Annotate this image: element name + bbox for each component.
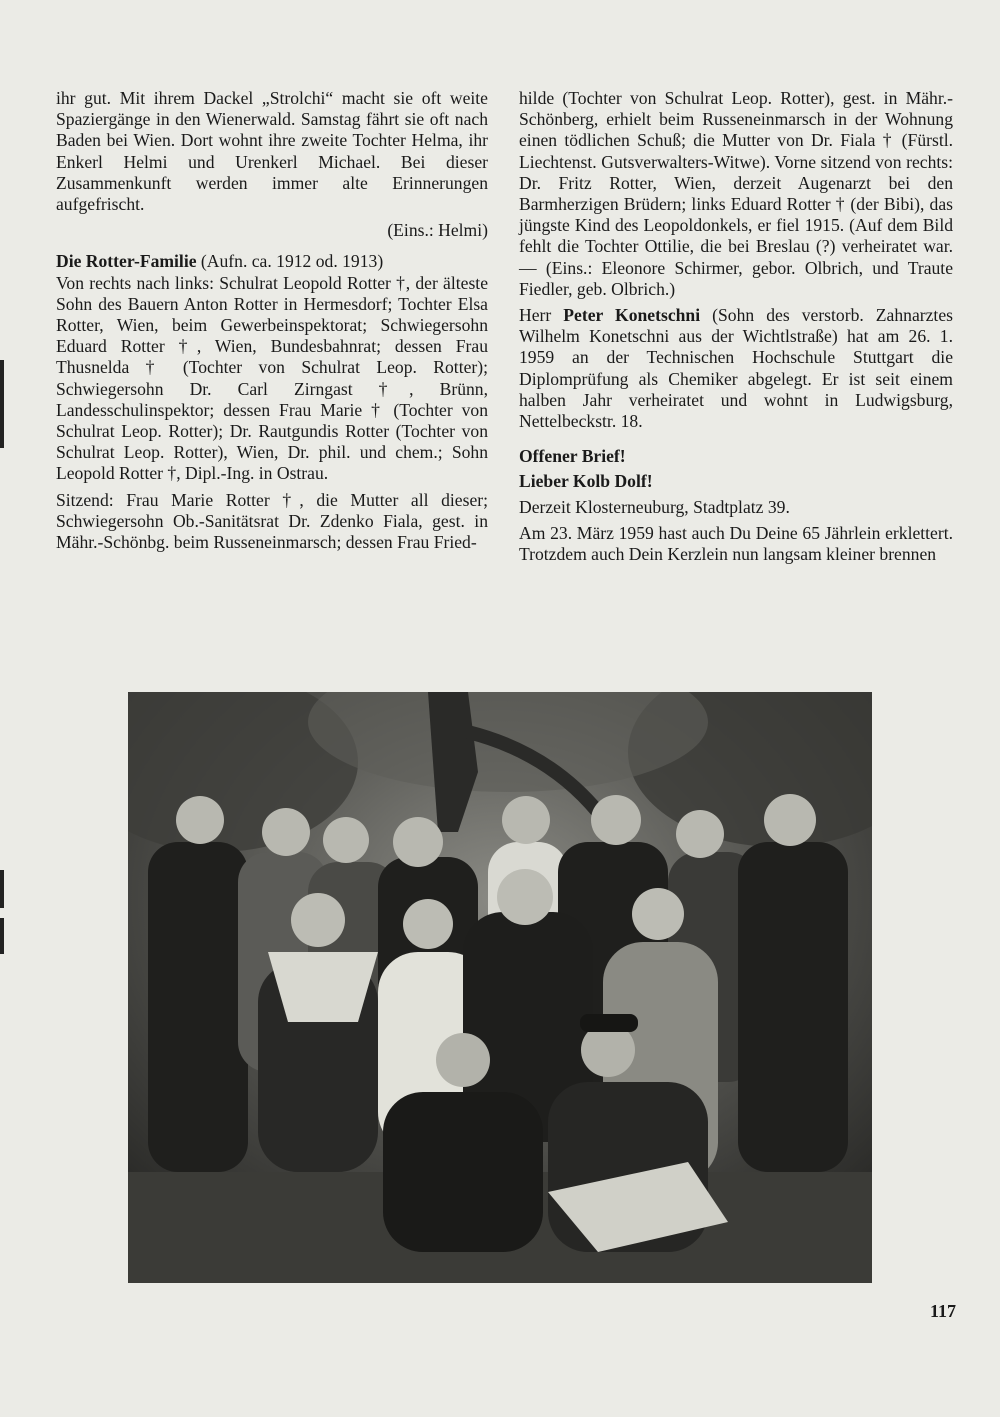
paragraph-family-continued: hilde (Tochter von Schulrat Leop. Rotter), gest. in Mähr.-Schönberg, erhielt beim Russeneinmarsch in der Wohnung einen tödlichen Schuß; die Mutter von Dr. Fiala † (Fürstl. Liechtenst. Gutsverwalters-Witwe). Vorne sitzend von rechts: Dr. Fritz Rotter, Wien, derzeit Augenarzt bei den Barmherzigen Brüdern; links Eduard Rotter † (der Bibi), das jüngste Kind des Leopoldonkels, er fiel 1915. (Auf dem Bild fehlt die Tochter Ottilie, die bei Breslau (?) verheiratet war. — (Eins.: Eleonore Schirmer, gebor. Olbrich, und Traute Fiedler, geb. Olbrich.) — [519, 88, 953, 299]
konetschni-name: Peter Konetschni — [563, 305, 701, 326]
paragraph-family-standing: Von rechts nach links: Schulrat Leopold Rotter †, der älteste Sohn des Bauern Anton Rotter in Hermesdorf; Tochter Elsa Rotter, Wien, beim Gewerbeinspektorat; Schwiegersohn Eduard Rotter †, Wien, Bundesbahnrat; dessen Frau Thusnelda † (Tochter von Schulrat Leop. Rotter); Schwiegersohn Dr. Carl Zirngast †, Brünn, Landesschulinspektor; dessen Frau Marie † (Tochter von Schulrat Leop. Rotter); Dr. Rautgundis Rotter (Tochter von Schulrat Leop. Rotter), Wien, Dr. phil. und chem.; Sohn Leopold Rotter †, Dipl.-Ing. in Ostrau. — [56, 272, 488, 484]
open-letter-heading: Offener Brief! — [519, 446, 626, 467]
salutation-heading: Lieber Kolb Dolf! — [519, 471, 653, 492]
konetschni-text: (Sohn des verstorb. Zahnarztes Wilhelm Konetschni aus der Wichtlstraße) hat am 26. 1. 1959 an der Technischen Hochschule Stuttgart die Diplomprüfung als Chemiker abgelegt. Er ist seit einem halben Jahr verheiratet und wohnt in Ludwigsburg, Nettelbeckstr. 18. — [519, 305, 953, 432]
address-line: Derzeit Klosterneuburg, Stadtplatz 39. — [519, 496, 790, 517]
binding-mark — [0, 410, 4, 448]
family-photograph — [128, 692, 872, 1283]
paragraph-konetschni — [519, 305, 953, 432]
photo-illustration — [128, 692, 872, 1283]
credit-helmi: (Eins.: Helmi) — [387, 220, 488, 241]
left-text-column — [56, 88, 488, 558]
paragraph-family-seated: Sitzend: Frau Marie Rotter †, die Mutter all dieser; Schwiegersohn Ob.-Sanitätsrat Dr. Zdenko Fiala, gest. in Mähr.-Schönbg. beim Russeneinmarsch; dessen Frau Fried- — [56, 489, 488, 553]
paragraph-letter: Am 23. März 1959 hast auch Du Deine 65 Jährlein erklettert. Trotzdem auch Dein Kerzlein nun langsam kleiner brennen — [519, 522, 953, 565]
page-number: 117 — [929, 1301, 956, 1321]
binding-mark — [0, 918, 4, 954]
rotter-family-heading-line — [56, 251, 488, 272]
konetschni-prefix: Herr — [519, 305, 564, 326]
section-date: (Aufn. ca. 1912 od. 1913) — [196, 251, 384, 272]
binding-mark — [0, 360, 4, 410]
binding-mark — [0, 870, 4, 908]
section-title: Die Rotter-Familie — [56, 251, 197, 272]
right-text-column — [519, 88, 953, 570]
paragraph-helmi: ihr gut. Mit ihrem Dackel „Strolchi“ macht sie oft weite Spaziergänge in den Wienerwald. Samstag fährt sie oft nach Baden bei Wien. Dort wohnt ihre zweite Tochter Helma, ihr Enkerl Helmi und Urenkerl Michael. Bei dieser Zusammenkunft werden immer alte Erinnerungen aufgefrischt. — [56, 88, 488, 215]
